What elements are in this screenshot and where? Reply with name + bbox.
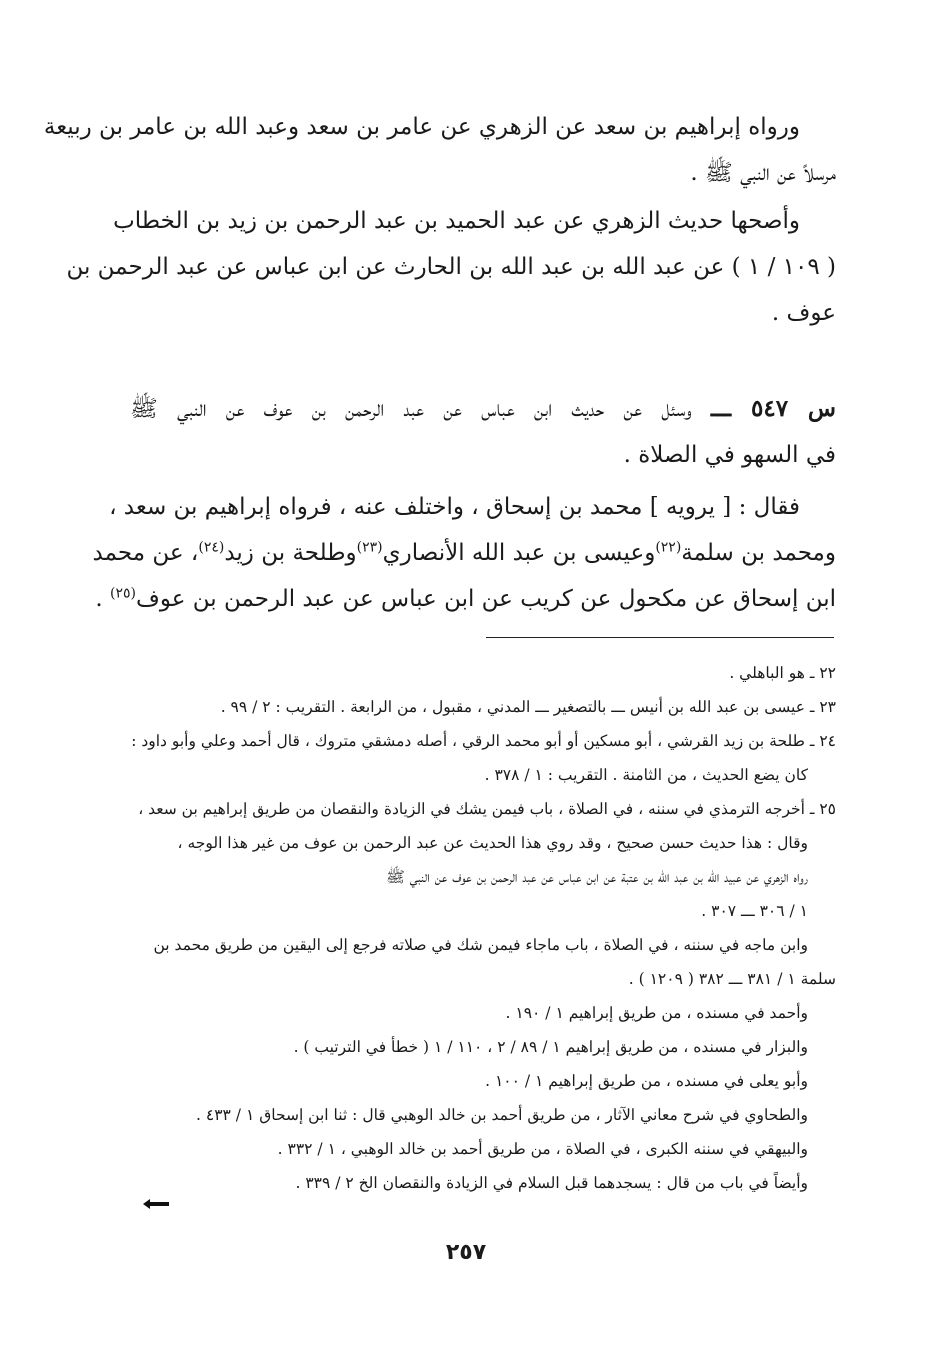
footnote-25-line11: والبيهقي في سننه الكبرى ، في الصلاة ، من طريق أحمد بن خالد الوهبي ، ١ / ٣٣٢ . (277, 1140, 808, 1158)
footnote-25-line2: وقال : هذا حديث حسن صحيح ، وقد روي هذا الحديث عن عبد الرحمن بن عوف من غير هذا الوجه ، (177, 834, 808, 852)
footnote-ref-23[interactable]: (٢٣) (356, 539, 383, 556)
answer-text: ابن إسحاق عن مكحول عن كريب عن ابن عباس عن عبد الرحمن بن عوف (136, 586, 836, 612)
question-number: س ٥٤٧ ـــ (710, 395, 836, 422)
intro-p1-line2: مرسلاً عن النبي ﷺ . (690, 160, 836, 186)
question-text: وسئل عن حديث ابن عباس عن عبد الرحمن بن عوف عن النبي ﷺ (130, 396, 692, 422)
answer-line3 (95, 576, 836, 622)
footnote-25-line7: وأحمد في مسنده ، من طريق إبراهيم ١ / ١٩٠ . (505, 1004, 808, 1022)
footnote-24-line1: ٢٤ ـ طلحة بن زيد القرشي ، أبو مسكين أو أبو محمد الرقي ، أصله دمشقي متروك ، قال أحمد وعلي وأبو داود : (131, 732, 836, 750)
footnote-ref-24[interactable]: (٢٤) (198, 539, 225, 556)
intro-p2-line1: وأصحها حديث الزهري عن عبد الحميد بن عبد الرحمن بن زيد بن الخطاب (113, 208, 800, 234)
left-arrow-icon (143, 1198, 169, 1210)
intro-p1-line1: ورواه إبراهيم بن سعد عن الزهري عن عامر بن سعد وعبد الله بن عامر بن ربيعة (43, 114, 800, 140)
footnotes-section (130, 656, 836, 1200)
answer-text: وعيسى بن عبد الله الأنصاري (382, 540, 656, 566)
question-line2: في السهو في الصلاة . (623, 442, 836, 468)
footnote-divider (486, 637, 834, 638)
intro-p2 (66, 198, 836, 336)
footnote-22: ٢٢ ـ هو الباهلي . (729, 664, 836, 682)
answer-line2 (92, 530, 836, 576)
page-number: ٢٥٧ (445, 1240, 487, 1265)
intro-p2-line2: ( ١٠٩ / ١ ) عن عبد الله بن عبد الله بن الحارث عن ابن عباس عن عبد الرحمن بن (66, 254, 836, 280)
answer-text: ومحمد بن سلمة (681, 540, 836, 566)
footnote-25-line1: ٢٥ ـ أخرجه الترمذي في سننه ، في الصلاة ، باب فيمن يشك في الزيادة والنقصان من طريق إبراهيم بن سعد ، (138, 800, 836, 818)
intro-section (43, 104, 836, 196)
footnote-25-line10: والطحاوي في شرح معاني الآثار ، من طريق أحمد بن خالد الوهبي قال : ثنا ابن إسحاق ١ / ٤٣٣ . (196, 1106, 808, 1124)
footnote-25-line6: سلمة ١ / ٣٨١ ـــ ٣٨٢ ( ١٢٠٩ ) . (628, 970, 836, 988)
footnote-25-line5: وابن ماجه في سننه ، في الصلاة ، باب ماجاء فيمن شك في صلاته فرجع إلى اليقين من طريق محمد بن (153, 936, 808, 954)
footnote-25-line12: وأيضاً في باب من قال : يسجدهما قبل السلام في الزيادة والنقصان الخ ٢ / ٣٣٩ . (295, 1174, 808, 1192)
question-line1 (130, 386, 836, 432)
question-section (130, 386, 836, 478)
answer-text: . (95, 586, 111, 612)
footnote-25-line9: وأبو يعلى في مسنده ، من طريق إبراهيم ١ / ١٠٠ . (485, 1072, 808, 1090)
answer-text: ، عن محمد (92, 540, 199, 566)
answer-line1: فقال : [ يرويه ] محمد بن إسحاق ، واختلف عنه ، فرواه إبراهيم بن سعد ، (109, 494, 800, 520)
footnote-ref-25[interactable]: (٢٥) (110, 585, 137, 602)
footnote-24-line2: كان يضع الحديث ، من الثامنة . التقريب : ١ / ٣٧٨ . (484, 766, 808, 784)
answer-text: وطلحة بن زيد (224, 540, 357, 566)
footnote-25-line4: ١ / ٣٠٦ ـــ ٣٠٧ . (701, 902, 808, 920)
footnote-23: ٢٣ ـ عيسى بن عبد الله بن أنيس ـــ بالتصغير ـــ المدني ، مقبول ، من الرابعة . التقريب : ٢ / ٩٩ . (220, 698, 836, 716)
footnote-25-line8: والبزار في مسنده ، من طريق إبراهيم ١ / ٨٩ / ٢ ، ١١٠ / ١ ( خطأ في الترتيب ) . (293, 1038, 808, 1056)
footnote-25-line3: رواه الزهري عن عبيد الله بن عبد الله بن عتبة عن ابن عباس عن عبد الرحمن بن عوف عن النبي ﷺ (386, 868, 808, 886)
intro-p2-line3: عوف . (771, 300, 836, 326)
footnote-ref-22[interactable]: (٢٢) (655, 539, 682, 556)
answer-section (92, 484, 836, 622)
